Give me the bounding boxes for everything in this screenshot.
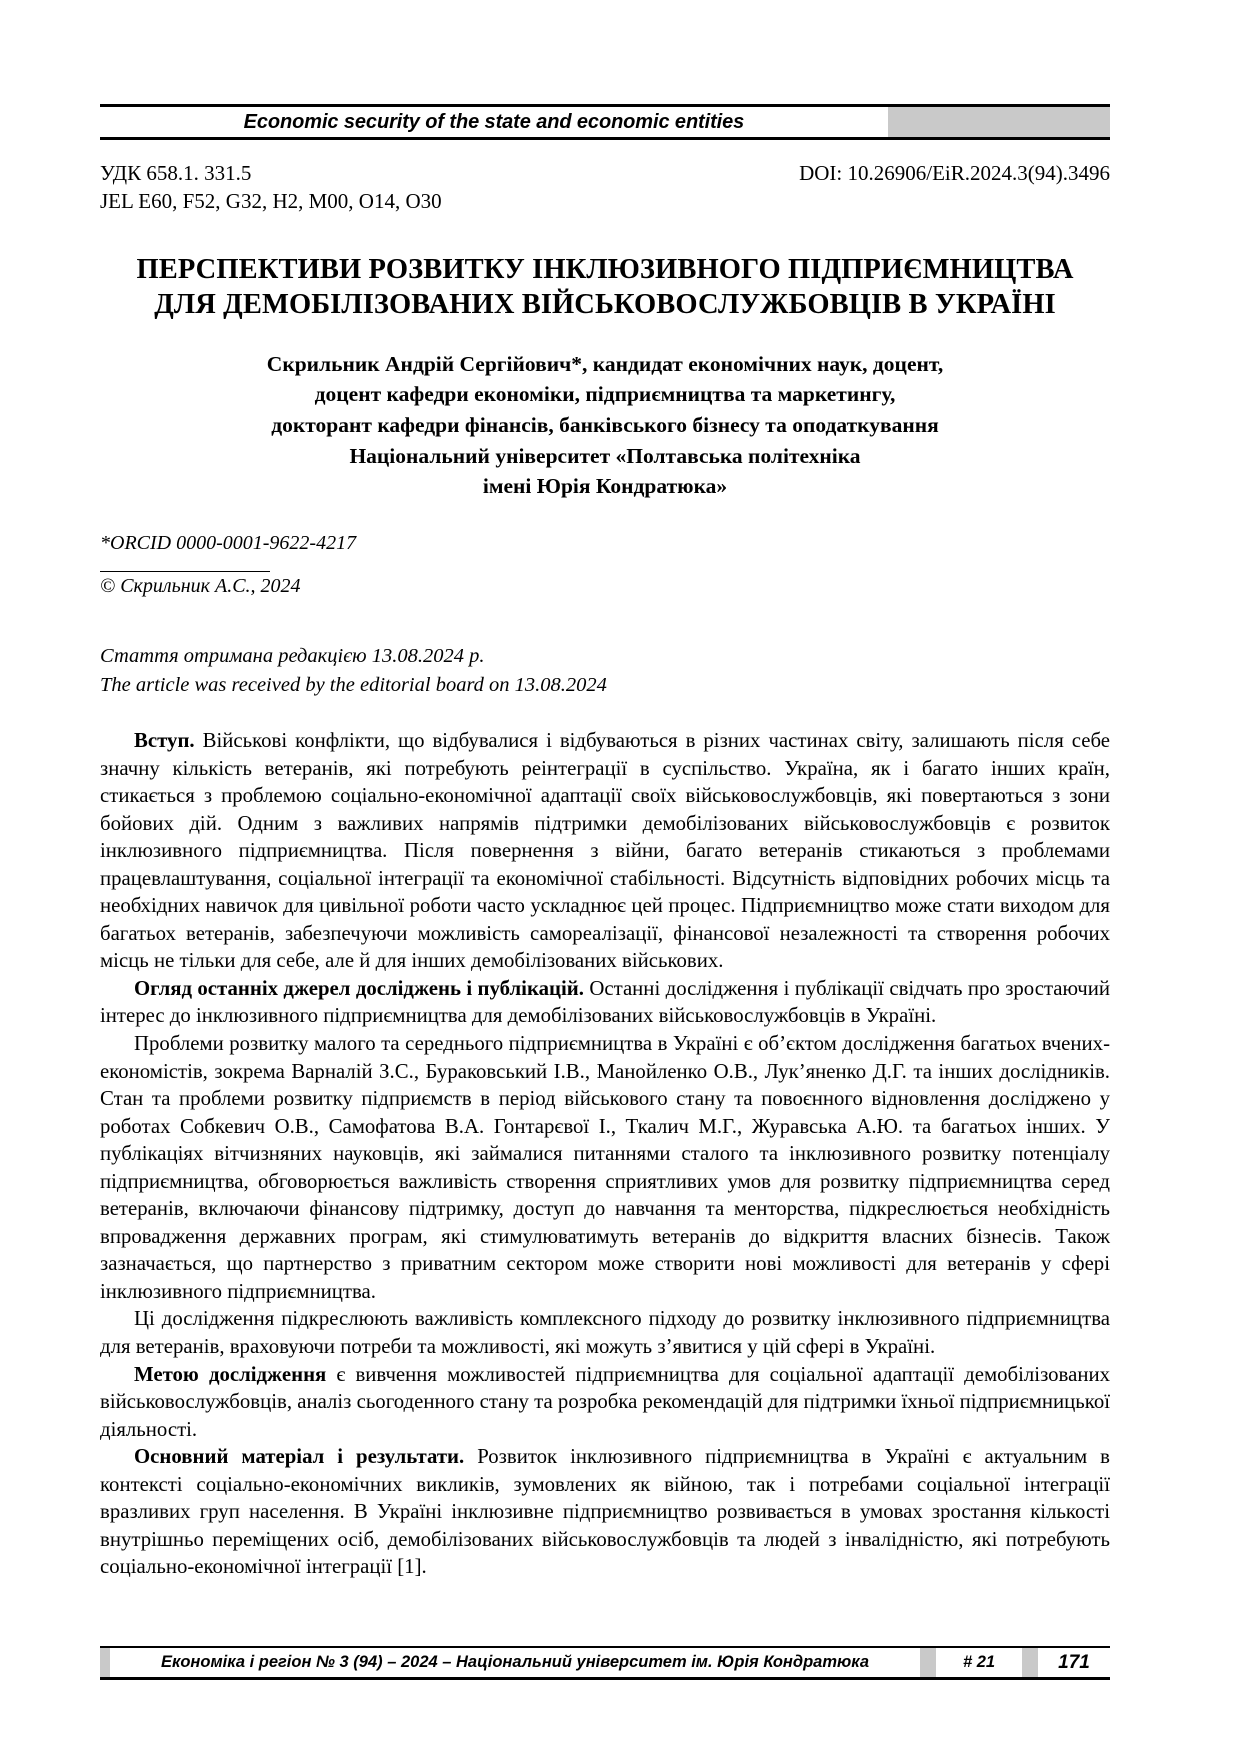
udk-jel-block bbox=[100, 160, 442, 215]
running-head-title-cell bbox=[100, 107, 888, 137]
paragraph-review-text: Останні дослідження і публікації свідчать про зростаючий інтерес до інклюзивного підприємництва для демобілізованих військовослужбовців в Україні. bbox=[100, 976, 1110, 1028]
footer-left-filler bbox=[100, 1648, 110, 1677]
page-content bbox=[100, 0, 1110, 1581]
paragraph-aim-text: є вивчення можливостей підприємництва для соціальної адаптації демобілізованих військовослужбовців, аналіз сьогоденного стану та розробка рекомендацій для підтримки їхньої підприємницької діяльності. bbox=[100, 1362, 1110, 1441]
paragraph-lead-review: Огляд останніх джерел досліджень і публікацій. bbox=[134, 976, 584, 1000]
affiliation-line-2: імені Юрія Кондратюка» bbox=[482, 474, 728, 499]
footer-issue-number: # 21 bbox=[936, 1648, 1022, 1677]
received-date-ua: Стаття отримана редакцією 13.08.2024 р. bbox=[100, 644, 485, 667]
article-identifiers bbox=[100, 160, 1110, 215]
paragraph-lead-results: Основний матеріал і результати. bbox=[134, 1445, 465, 1469]
paragraph-intro-text: Військові конфлікти, що відбувалися і відбуваються в різних частинах світу, залишають після себе значну кількість ветеранів, які потребують реінтеграції в суспільство. Україна, як і багато інших країн, стикається з проблемою соціально-економічної адаптації своїх військовослужбовців, які повертаються з зони бойових дій. Одним з важливих напрямів підтримки демобілізованих військовослужбовців є розвиток інклюзивного підприємництва. Після повернення з війни, багато ветеранів стикаються з проблемами працевлаштування, соціальної інтеграції та економічної стабільності. Відсутність відповідних робочих місць та необхідних навичок для цивільної роботи часто ускладнює цей процес. Підприємництво може стати виходом для багатьох ветеранів, забезпечуючи можливість самореалізації, фінансової незалежності та створення робочих місць не тільки для себе, але й для інших демобілізованих військових. bbox=[100, 728, 1110, 973]
copyright-block bbox=[100, 571, 1110, 598]
paragraph-complex-approach: Ці дослідження підкреслюють важливість комплексного підходу до розвитку інклюзивного підприємництва для ветеранів, враховуючи потреби та можливості, які можуть з’явитися у цій сфері в Україні. bbox=[100, 1307, 1110, 1359]
page-footer bbox=[100, 1646, 1110, 1680]
title-line-2: ДЛЯ ДЕМОБІЛІЗОВАНИХ ВІЙСЬКОВОСЛУЖБОВЦІВ В УКРАЇНІ bbox=[154, 289, 1056, 321]
page-title bbox=[100, 253, 1110, 323]
doi-code: DOI: 10.26906/EiR.2024.3(94).3496 bbox=[799, 161, 1110, 185]
paragraph-literature-review bbox=[100, 975, 1110, 1030]
affiliation-line-1: Національний університет «Полтавська політехніка bbox=[349, 443, 861, 468]
jel-codes: JEL E60, F52, G32, H2, M00, O14, O30 bbox=[100, 188, 442, 213]
paragraph-research-aim bbox=[100, 1361, 1110, 1444]
author-name-line: Скрильник Андрій Сергійович*, кандидат економічних наук, доцент, bbox=[266, 351, 944, 376]
paragraph-intro bbox=[100, 727, 1110, 975]
paragraph-lead-aim: Метою дослідження bbox=[134, 1362, 327, 1386]
copyright-notice: © Скрильник А.С., 2024 bbox=[100, 574, 301, 597]
paragraph-lead-intro: Вступ. bbox=[134, 728, 195, 752]
running-head-filler bbox=[888, 107, 1110, 137]
orcid-identifier: *ORCID 0000-0001-9622-4217 bbox=[100, 531, 357, 554]
udk-code: УДК 658.1. 331.5 bbox=[100, 161, 252, 185]
running-head-title: Economic security of the state and economic entities bbox=[243, 110, 745, 133]
footer-separator-1 bbox=[920, 1648, 936, 1677]
title-line-1: ПЕРСПЕКТИВИ РОЗВИТКУ ІНКЛЮЗИВНОГО ПІДПРИЄМНИЦТВА bbox=[136, 254, 1074, 286]
author-block bbox=[100, 349, 1110, 502]
footer-separator-2 bbox=[1022, 1648, 1038, 1677]
article-body bbox=[100, 727, 1110, 1581]
footer-journal-title: Економіка і регіон № 3 (94) – 2024 – Національний університет ім. Юрія Кондратюка bbox=[110, 1648, 920, 1677]
paragraph-sme-research: Проблеми розвитку малого та середнього підприємництва в Україні є об’єктом дослідження багатьох вчених-економістів, зокрема Варналій З.С., Бураковський І.В., Манойленко О.В., Лук’яненко Д.Г. та інших дослідників. Стан та проблеми розвитку підприємств в період військового стану та повоєнного відновлення досліджено у роботах Собкевич О.В., Самофатова В.А. Гонтарєвої І., Ткалич М.Г., Журавська А.Ю. та багатьох інших. У публікаціях вітчизняних науковців, які займалися питаннями сталого та інклюзивного розвитку потенціалу підприємництва, обговорюється важливість створення сприятливих умов для розвитку підприємництва серед ветеранів, включаючи фінансову підтримку, доступ до навчання та менторства, підкреслюється необхідність впровадження державних програм, які стимулюватимуть ветеранів до відкриття власних бізнесів. Також зазначається, що партнерство з приватним сектором може створити нові можливості для ветеранів у сфері інклюзивного підприємництва. bbox=[100, 1032, 1110, 1303]
footer-page-number: 171 bbox=[1038, 1648, 1110, 1677]
paragraph-main-results bbox=[100, 1443, 1110, 1581]
copyright-rule bbox=[100, 571, 270, 572]
running-head bbox=[100, 104, 1110, 140]
paragraph-results-text: Розвиток інклюзивного підприємництва в Україні є актуальним в контексті соціально-економічних викликів, зумовлених як війною, так і потребами соціальної інтеграції вразливих груп населення. В Україні інклюзивне підприємництво розвивається в умовах зростання кількості внутрішньо переміщених осіб, демобілізованих військовослужбовців та людей з інвалідністю, які потребують соціально-економічної інтеграції [1]. bbox=[100, 1445, 1110, 1579]
author-doctorate-line: докторант кафедри фінансів, банківського бізнесу та оподаткування bbox=[271, 413, 939, 437]
received-dates bbox=[100, 642, 1110, 701]
received-date-en: The article was received by the editorial board on 13.08.2024 bbox=[100, 674, 607, 697]
author-position-line: доцент кафедри економіки, підприємництва та маркетингу, bbox=[314, 382, 896, 407]
